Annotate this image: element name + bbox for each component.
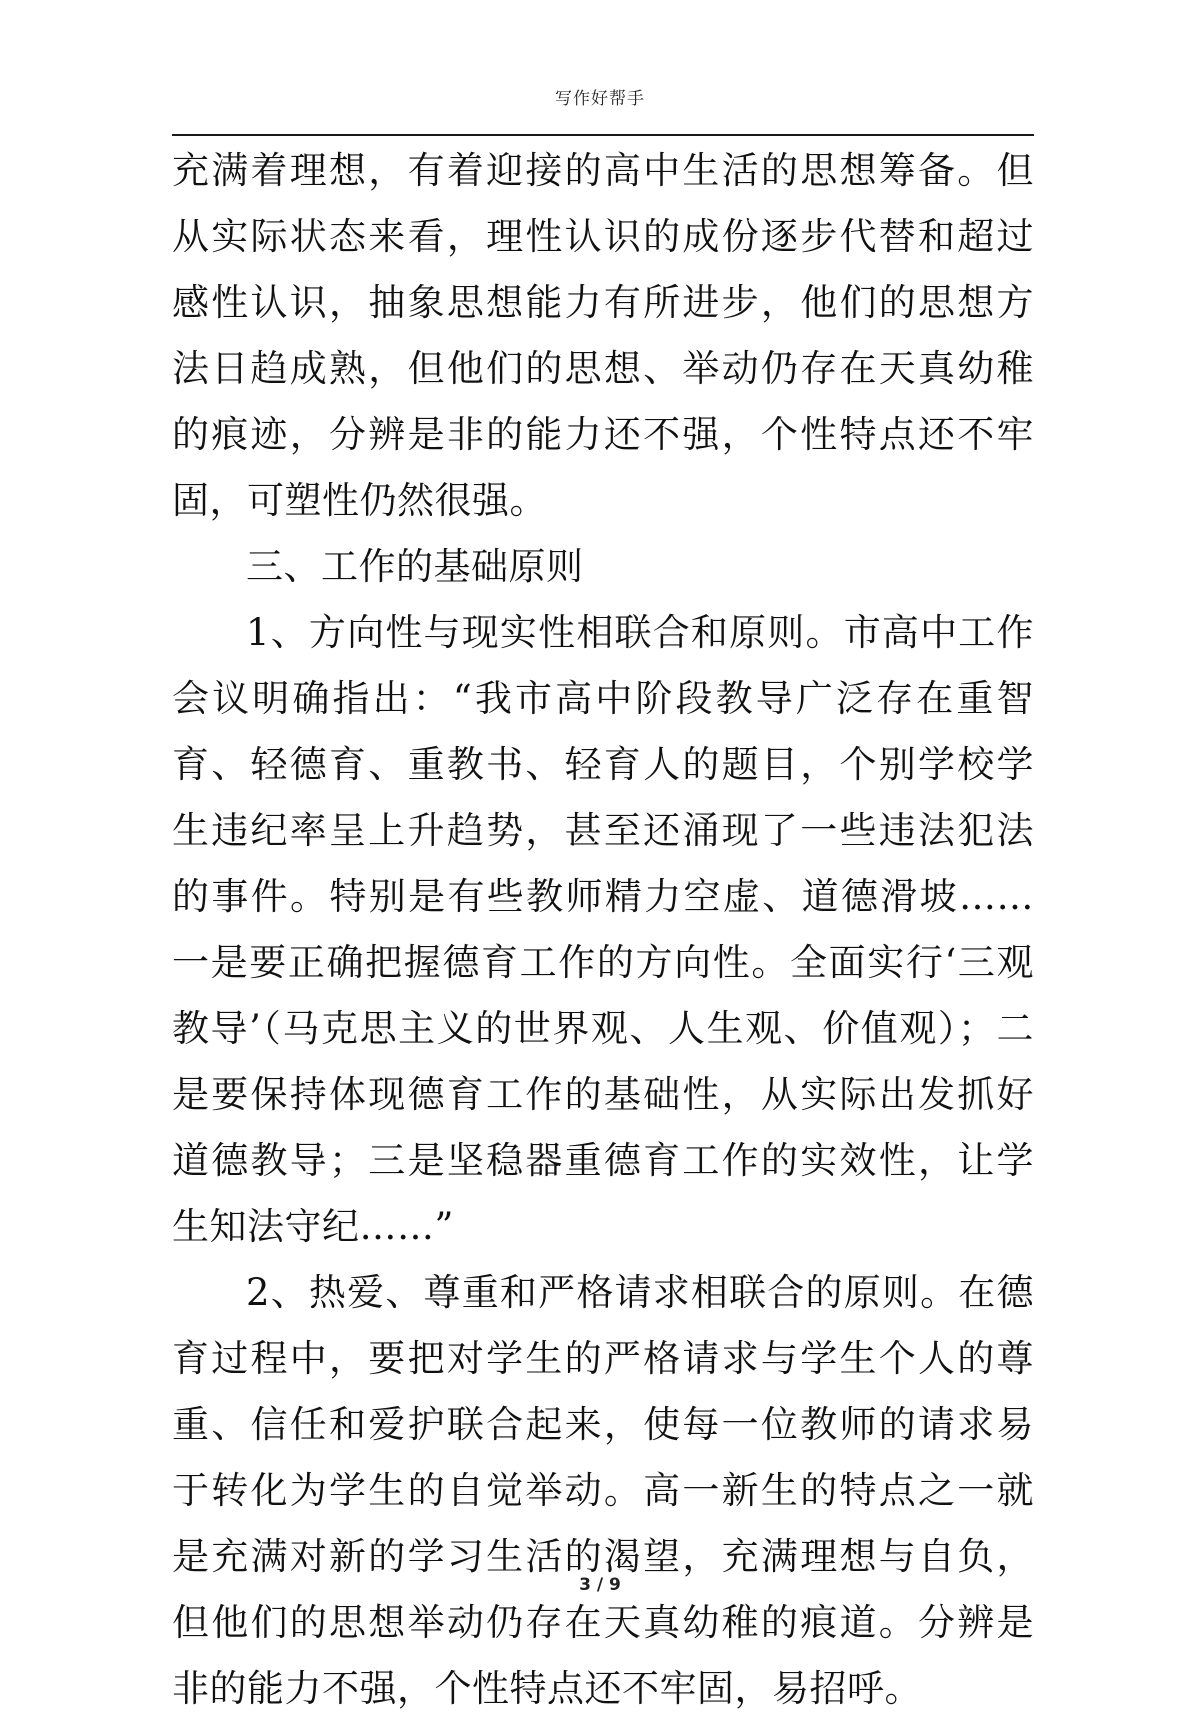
body-paragraph: 充满着理想，有着迎接的高中生活的思想筹备。但从实际状态来看，理性认识的成份逐步代替和超过感性认识，抽象思想能力有所进步，他们的思想方法日趋成熟，但他们的思想、举动仍存在天真幼稚的痕迹，分辨是非的能力还不强，个性特点还不牢固，可塑性仍然很强。 [172, 149, 1034, 522]
body-paragraph: 2、热爱、尊重和严格请求相联合的原则。在德育过程中，要把对学生的严格请求与学生个人的尊重、信任和爱护联合起来，使每一位教师的请求易于转化为学生的自觉举动。高一新生的特点之一就是充满对新的学习生活的渴望，充满理想与自负，但他们的思想举动仍存在天真幼稚的痕道。分辨是非的能力不强，个性特点还不牢固，易招呼。 [172, 1271, 1034, 1710]
document-body [172, 138, 1034, 1722]
section-heading: 三、工作的基础原则 [246, 545, 584, 588]
body-paragraph: 1、方向性与现实性相联合和原则。市高中工作会议明确指出：“我市高中阶段教导广泛存在重智育、轻德育、重教书、轻育人的题目，个别学校学生违纪率呈上升趋势，甚至还涌现了一些违法犯法的事件。特别是有些教师精力空虚、道德滑坡……一是要正确把握德育工作的方向性。全面实行‘三观教导’（马克思主义的世界观、人生观、价值观）；二是要保持体现德育工作的基础性，从实际出发抓好道德教导；三是坚稳器重德育工作的实效性，让学生知法守纪……” [172, 611, 1034, 1248]
page-number: 3 / 9 [579, 1575, 621, 1595]
header-divider [172, 134, 1034, 136]
page-header: 写作好帮手 [555, 89, 645, 109]
